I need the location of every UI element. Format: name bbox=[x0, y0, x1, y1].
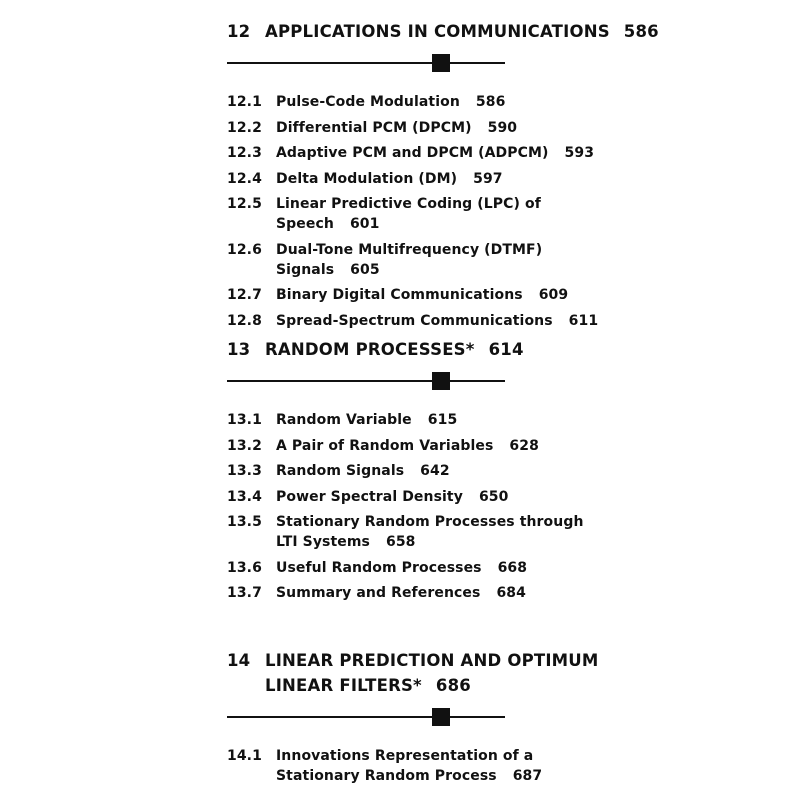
section-number: 12.7 bbox=[227, 287, 262, 303]
chapter-number: 13 bbox=[227, 340, 251, 359]
section-page: 590 bbox=[487, 119, 518, 136]
section-number: 13.6 bbox=[227, 559, 262, 576]
section-number: 12.5 bbox=[227, 196, 262, 212]
section-item bbox=[227, 436, 747, 456]
divider-line bbox=[227, 380, 505, 382]
section-title: Pulse-Code Modulation 586 bbox=[276, 94, 506, 110]
section-number: 13.5 bbox=[227, 514, 262, 530]
section-page: 597 bbox=[473, 170, 503, 187]
chapter-12 bbox=[227, 19, 747, 336]
chapter-divider bbox=[227, 708, 505, 726]
chapter-14 bbox=[227, 648, 747, 792]
section-title: Stationary Random Processes through LTI Systems 658 bbox=[276, 514, 584, 550]
section-number: 13.7 bbox=[227, 585, 262, 601]
section-title: Binary Digital Communications 609 bbox=[276, 287, 569, 303]
section-item bbox=[227, 118, 747, 138]
chapter-number: 12 bbox=[227, 22, 251, 41]
section-page: 615 bbox=[427, 412, 458, 428]
divider-square-icon bbox=[432, 54, 450, 72]
chapter-heading bbox=[227, 19, 747, 44]
section-title: Spread-Spectrum Communications 611 bbox=[276, 312, 599, 329]
section-page: 586 bbox=[475, 94, 506, 110]
section-item bbox=[227, 194, 747, 234]
section-number: 13.3 bbox=[227, 463, 262, 479]
section-item bbox=[227, 311, 747, 331]
section-list bbox=[227, 746, 747, 786]
section-title: Delta Modulation (DM) 597 bbox=[276, 170, 503, 187]
section-item bbox=[227, 583, 747, 603]
section-title: Useful Random Processes 668 bbox=[276, 559, 528, 576]
divider-line bbox=[227, 62, 505, 64]
section-list bbox=[227, 410, 747, 603]
chapter-divider bbox=[227, 54, 505, 72]
section-title: Adaptive PCM and DPCM (ADPCM) 593 bbox=[276, 145, 595, 161]
chapter-title: APPLICATIONS IN COMMUNICATIONS 586 bbox=[265, 22, 659, 41]
section-number: 12.2 bbox=[227, 119, 262, 136]
section-page: 687 bbox=[512, 768, 543, 784]
divider-square-icon bbox=[432, 708, 450, 726]
section-item bbox=[227, 143, 747, 163]
section-title: A Pair of Random Variables 628 bbox=[276, 437, 539, 454]
section-item bbox=[227, 746, 747, 786]
section-number: 13.4 bbox=[227, 488, 262, 505]
section-number: 12.1 bbox=[227, 94, 262, 110]
section-number: 12.3 bbox=[227, 145, 262, 161]
section-item bbox=[227, 240, 747, 280]
section-item bbox=[227, 169, 747, 189]
section-title: Power Spectral Density 650 bbox=[276, 488, 509, 505]
chapter-13 bbox=[227, 337, 747, 609]
divider-line bbox=[227, 716, 505, 718]
section-page: 684 bbox=[496, 585, 526, 601]
section-item bbox=[227, 512, 607, 552]
section-number: 12.8 bbox=[227, 312, 262, 329]
section-number: 13.1 bbox=[227, 412, 262, 428]
section-page: 642 bbox=[420, 463, 450, 479]
section-item bbox=[227, 461, 747, 481]
chapter-heading bbox=[227, 337, 747, 362]
section-number: 13.2 bbox=[227, 437, 262, 454]
chapter-number: 14 bbox=[227, 651, 251, 670]
divider-square-icon bbox=[432, 372, 450, 390]
section-page: 650 bbox=[478, 488, 509, 505]
section-title: Innovations Representation of a Stationary Random Process 687 bbox=[276, 748, 543, 784]
section-page: 605 bbox=[350, 261, 380, 278]
section-page: 611 bbox=[568, 312, 599, 329]
section-title: Random Signals 642 bbox=[276, 463, 450, 479]
section-page: 658 bbox=[386, 534, 416, 550]
section-page: 593 bbox=[564, 145, 595, 161]
section-number: 12.6 bbox=[227, 241, 262, 258]
section-item bbox=[227, 558, 747, 578]
chapter-page: 586 bbox=[623, 22, 659, 41]
section-title: Linear Predictive Coding (LPC) of Speech 601 bbox=[276, 196, 541, 232]
section-number: 12.4 bbox=[227, 170, 262, 187]
section-list bbox=[227, 92, 747, 331]
section-page: 609 bbox=[538, 287, 569, 303]
chapter-page: 614 bbox=[488, 340, 524, 359]
chapter-divider bbox=[227, 372, 505, 390]
section-item bbox=[227, 285, 747, 305]
section-item bbox=[227, 487, 747, 507]
chapter-page: 686 bbox=[435, 676, 471, 695]
chapter-title: RANDOM PROCESSES* 614 bbox=[265, 340, 524, 359]
section-page: 601 bbox=[349, 216, 380, 232]
section-page: 628 bbox=[509, 437, 539, 454]
section-number: 14.1 bbox=[227, 748, 262, 764]
section-title: Differential PCM (DPCM) 590 bbox=[276, 119, 518, 136]
chapter-heading bbox=[227, 648, 747, 698]
chapter-title: LINEAR PREDICTION AND OPTIMUM LINEAR FILTERS* 686 bbox=[265, 651, 599, 695]
section-title: Random Variable 615 bbox=[276, 412, 458, 428]
section-title: Summary and References 684 bbox=[276, 585, 526, 601]
section-item bbox=[227, 92, 747, 112]
section-item bbox=[227, 410, 747, 430]
section-page: 668 bbox=[497, 559, 528, 576]
section-title: Dual-Tone Multifrequency (DTMF) Signals 605 bbox=[276, 241, 543, 278]
